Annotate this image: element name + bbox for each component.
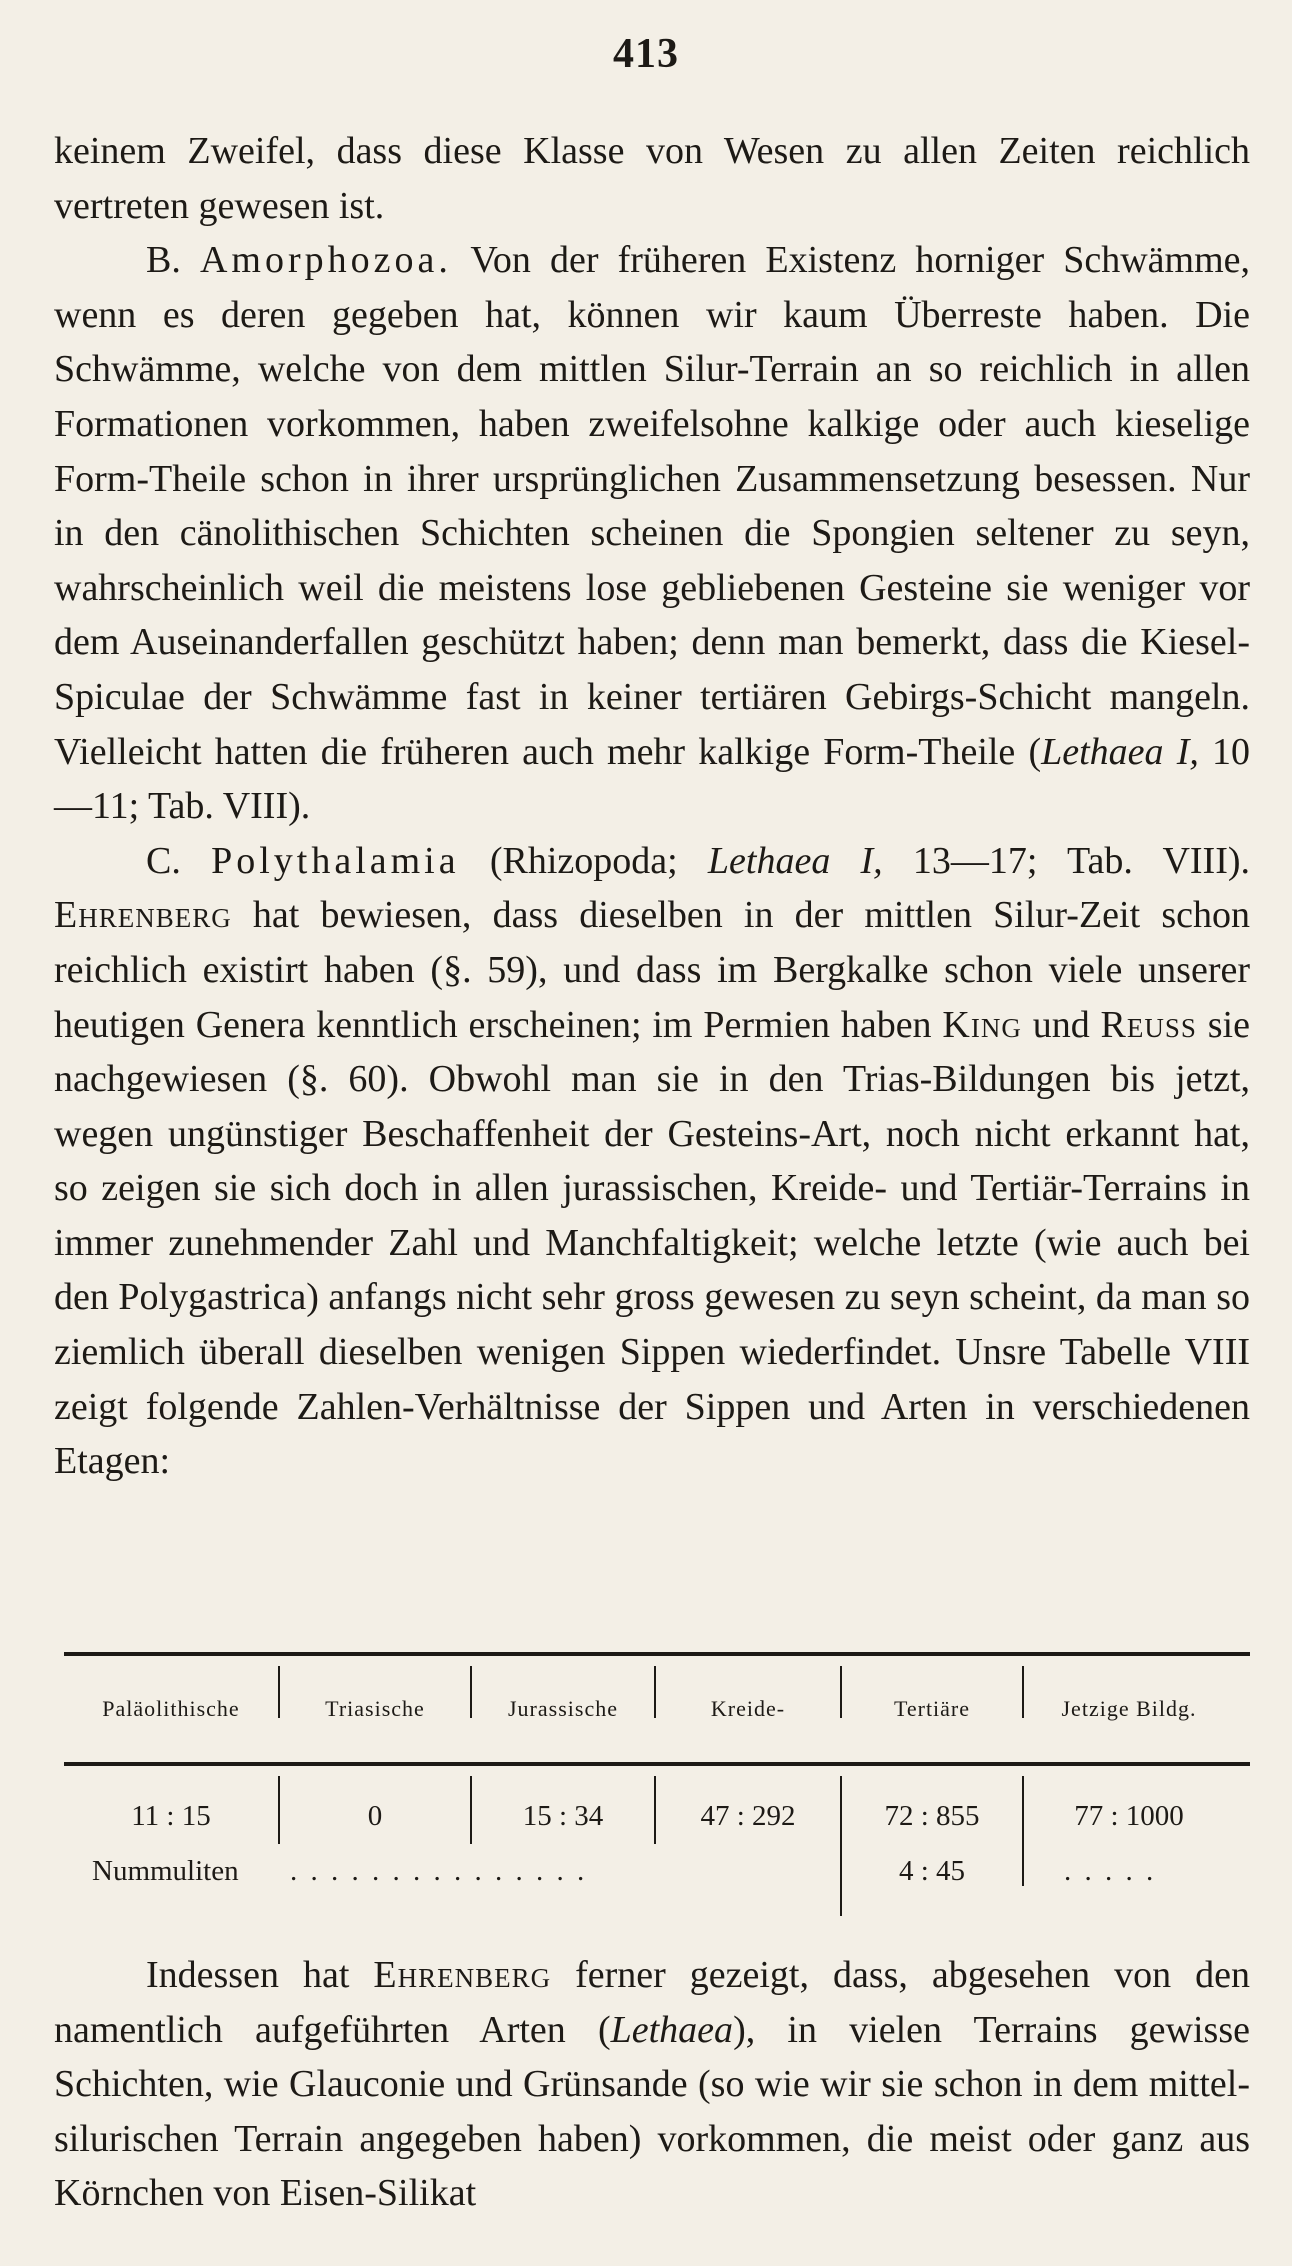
cell-palaeolithic: 11 : 15: [131, 1800, 211, 1832]
polythalamia-text-1: (Rhizopoda;: [459, 839, 708, 882]
findings-text-1: Indessen hat: [146, 1954, 374, 1996]
findings-text-3: ), in vielen Terrains gewisse Schichten, wie Glauconie und Grünsande (so wie wir sie schon in dem mittel-silurischen Terrain angegeben haben) vorkommen, die meist oder ganz aus Körnchen von Eisen-Silikat: [54, 2008, 1250, 2215]
cell-nummuliten-recent: . . . . .: [1064, 1855, 1157, 1887]
row-leader-dots: . . . . . . . . . . . . . . .: [290, 1855, 588, 1887]
body-text-upper: [54, 124, 1250, 1489]
header-cretaceous: Kreide-: [710, 1696, 786, 1721]
paragraph-ehrenberg-findings: [54, 1948, 1250, 2221]
author-king: King: [942, 1003, 1022, 1046]
polythalamia-text-5: sie nachgewiesen (§. 60). Obwohl man sie in den Trias-Bildungen bis jetzt, wegen ungünstiger Beschaffenheit der Gesteins-Art, noch nicht erkannt hat, so zeigen sie sich doch in allen jurassischen, Kreide- und Tertiär-Terrains in immer zunehmender Zahl und Manchfaltigkeit; welche letzte (wie auch bei den Polygastrica) anfangs nicht sehr gross gewesen zu seyn scheint, da man so ziemlich überall dieselben wenigen Sippen wiederfindet. Unsre Tabelle VIII zeigt folgende Zahlen-Verhältnisse der Sippen und Arten in verschiedenen Etagen:: [54, 1003, 1250, 1483]
body-text-lower: [54, 1948, 1250, 2221]
section-heading-amorphozoa: Amorphozoa.: [199, 239, 452, 282]
cell-cretaceous: 47 : 292: [700, 1800, 796, 1832]
paragraph-polythalamia: [54, 834, 1250, 1489]
section-heading-polythalamia: Polythalamia: [211, 839, 460, 882]
lethaea-reference: Lethaea: [610, 2008, 734, 2051]
polythalamia-text-2: 13—17; Tab. VIII).: [882, 839, 1250, 882]
cell-tertiary: 72 : 855: [884, 1800, 980, 1832]
section-label-b: B.: [146, 239, 181, 282]
page-number: 413: [613, 31, 679, 77]
cell-triassic: 0: [367, 1800, 383, 1832]
column-divider: [840, 1776, 842, 1916]
polythalamia-text-3: hat bewiesen, dass dieselben in der mittlen Silur-Zeit schon reichlich existirt haben (§. 59), und dass im Bergkalke schon viele unserer heutigen Genera kenntlich erscheinen; im Permien haben: [54, 894, 1250, 1046]
section-label-c: C.: [146, 839, 181, 882]
author-ehrenberg: Ehrenberg: [54, 894, 232, 937]
paragraph-amorphozoa: [54, 233, 1250, 834]
paragraph-continuation: keinem Zweifel, dass diese Klasse von Wesen zu allen Zeiten reichlich vertreten gewesen ist.: [54, 130, 1250, 227]
table-header-rule: [64, 1762, 1250, 1766]
statistics-table: [54, 1652, 1250, 1932]
findings-text-2: ferner gezeigt, dass, abgesehen von den namentlich aufgeführten Arten (: [54, 1954, 1250, 2051]
author-ehrenberg: Ehrenberg: [373, 1954, 552, 1996]
cell-recent: 77 : 1000: [1074, 1800, 1184, 1832]
amorphozoa-reference-rest: 10—11; Tab. VIII).: [54, 730, 1251, 828]
lethaea-reference: Lethaea I,: [1041, 730, 1199, 773]
header-palaeolithic: Paläolithische: [102, 1696, 240, 1721]
table-top-rule: [64, 1652, 1250, 1656]
row-label-nummuliten: Nummuliten: [92, 1855, 239, 1887]
cell-jurassic: 15 : 34: [522, 1800, 604, 1832]
header-tertiary: Tertiäre: [893, 1696, 971, 1721]
header-jurassic: Jurassische: [508, 1696, 618, 1721]
header-recent: Jetzige Bildg.: [1061, 1696, 1197, 1721]
polythalamia-text-4: und: [1021, 1003, 1101, 1046]
author-reuss: Reuss: [1100, 1003, 1197, 1046]
header-triassic: Triasische: [325, 1696, 425, 1721]
cell-nummuliten-tertiary: 4 : 45: [898, 1855, 966, 1887]
amorphozoa-text: Von der früheren Existenz horniger Schwämme, wenn es deren gegeben hat, können wir kaum Überreste haben. Die Schwämme, welche von dem mittlen Silur-Terrain an so reichlich in allen Formationen vorkommen, haben zweifelsohne kalkige oder auch kieselige Form-Theile schon in ihrer ursprünglichen Zusammensetzung besessen. Nur in den cänolithischen Schichten scheinen die Spongien seltener zu seyn, wahrscheinlich weil die meistens lose gebliebenen Gesteine sie weniger vor dem Auseinanderfallen geschützt haben; denn man bemerkt, dass die Kiesel-Spiculae der Schwämme fast in keiner tertiären Gebirgs-Schicht mangeln. Vielleicht hatten die früheren auch mehr kalkige Form-Theile (: [54, 239, 1251, 773]
lethaea-reference: Lethaea I,: [707, 839, 883, 882]
